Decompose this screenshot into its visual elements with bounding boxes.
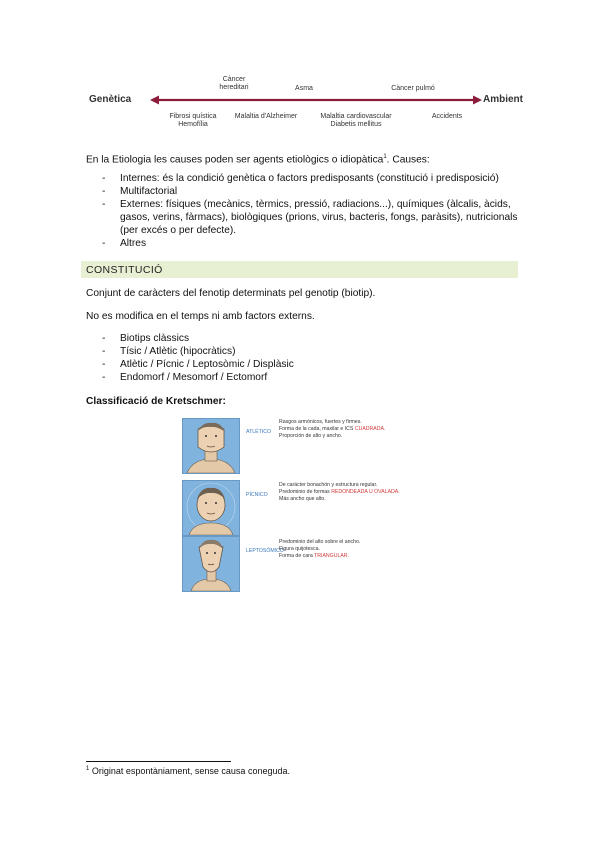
footnote-divider	[86, 761, 231, 762]
etiology-intro-text: En la Etiologia les causes poden ser agents etiològics o idiopàtica	[86, 154, 384, 166]
picnico-label: PÍCNICO	[246, 492, 268, 498]
etiology-intro-end: . Causes:	[386, 154, 430, 166]
list-item: - Atlètic / Pícnic / Leptosòmic / Displàsic	[102, 359, 294, 370]
list-item: - Multifactorial	[102, 186, 178, 197]
atletico-info	[246, 420, 271, 438]
constitucio-definition: Conjunt de caràcters del fenotip determinats pel genotip (biotip).	[86, 288, 376, 299]
spectrum-label-asma: Asma	[295, 85, 313, 92]
spectrum-label-cardiovascular: Malaltia cardiovascular Diabetis mellitus	[320, 113, 392, 128]
kretschmer-title: Classificació de Kretschmer:	[86, 396, 226, 407]
footnote-number: 1	[86, 766, 90, 772]
leptosomico-label: LEPTOSÓMICO	[246, 548, 284, 554]
spectrum-right-label: Ambient	[483, 94, 523, 105]
picnico-portrait	[182, 480, 240, 536]
constitucio-note: No es modifica en el temps ni amb factors externs.	[86, 311, 315, 322]
section-heading: CONSTITUCIÓ	[86, 264, 163, 276]
footnote-ref[interactable]: 1	[383, 154, 387, 160]
picnico-description: De carácter bonachón y estructura regular. Predominio de formas REDONDEADA U OVALADA. Más ancho que alto.	[279, 482, 400, 503]
list-item: - Endomorf / Mesomorf / Ectomorf	[102, 372, 268, 383]
etiology-causes-list	[86, 172, 520, 250]
list-item: - Altres	[102, 238, 147, 249]
list-item: - Biotips clàssics	[102, 333, 190, 344]
atletico-portrait	[182, 418, 240, 474]
atletico-description: Rasgos armónicos, fuertes y firmes. Forma de la cada, maxilar e ICS CUADRADA. Proporción de alto y ancho.	[279, 419, 386, 440]
kretschmer-figure	[182, 416, 422, 596]
spectrum-label-fibrosi: Fibrosi quística Hemofília	[169, 113, 217, 128]
spectrum-label-cancer-hereditari: Càncer hereditari	[219, 76, 249, 91]
list-item: - Externes: físiques (mecànics, tèrmics, pressió, radiacions...), químiques (àlcalis, àcids, gasos, verins, fàrmacs), biològiques (prions, virus, bacteris, fongs, paràsits), nutricionals (per excés o per defecte).	[102, 199, 518, 236]
spectrum-left-label: Genètica	[89, 94, 132, 105]
spectrum-label-alzheimer: Malaltia d'Alzheimer	[234, 113, 298, 120]
constitucio-list	[86, 332, 520, 384]
leptosomico-description: Predominio del alto sobre el ancho. Figura quijotesca. Forma de cara TRIANGULAR.	[279, 539, 361, 560]
picnico-info	[246, 483, 268, 501]
atletico-label: ATLÉTICO	[246, 429, 271, 435]
spectrum-label-cancer-pulmo: Càncer pulmó	[391, 85, 435, 92]
list-item: - Tísic / Atlètic (hipocràtics)	[102, 346, 236, 357]
list-item: - Internes: és la condició genètica o factors predisposants (constitució i predisposició)	[102, 173, 499, 184]
footnote	[86, 766, 290, 776]
etiology-intro	[86, 151, 430, 166]
footnote-text: Originat espontàniament, sense causa coneguda.	[89, 766, 290, 776]
spectrum-arrow	[150, 93, 482, 107]
spectrum-label-accidents: Accidents	[431, 113, 463, 120]
leptosomico-portrait	[182, 536, 240, 592]
